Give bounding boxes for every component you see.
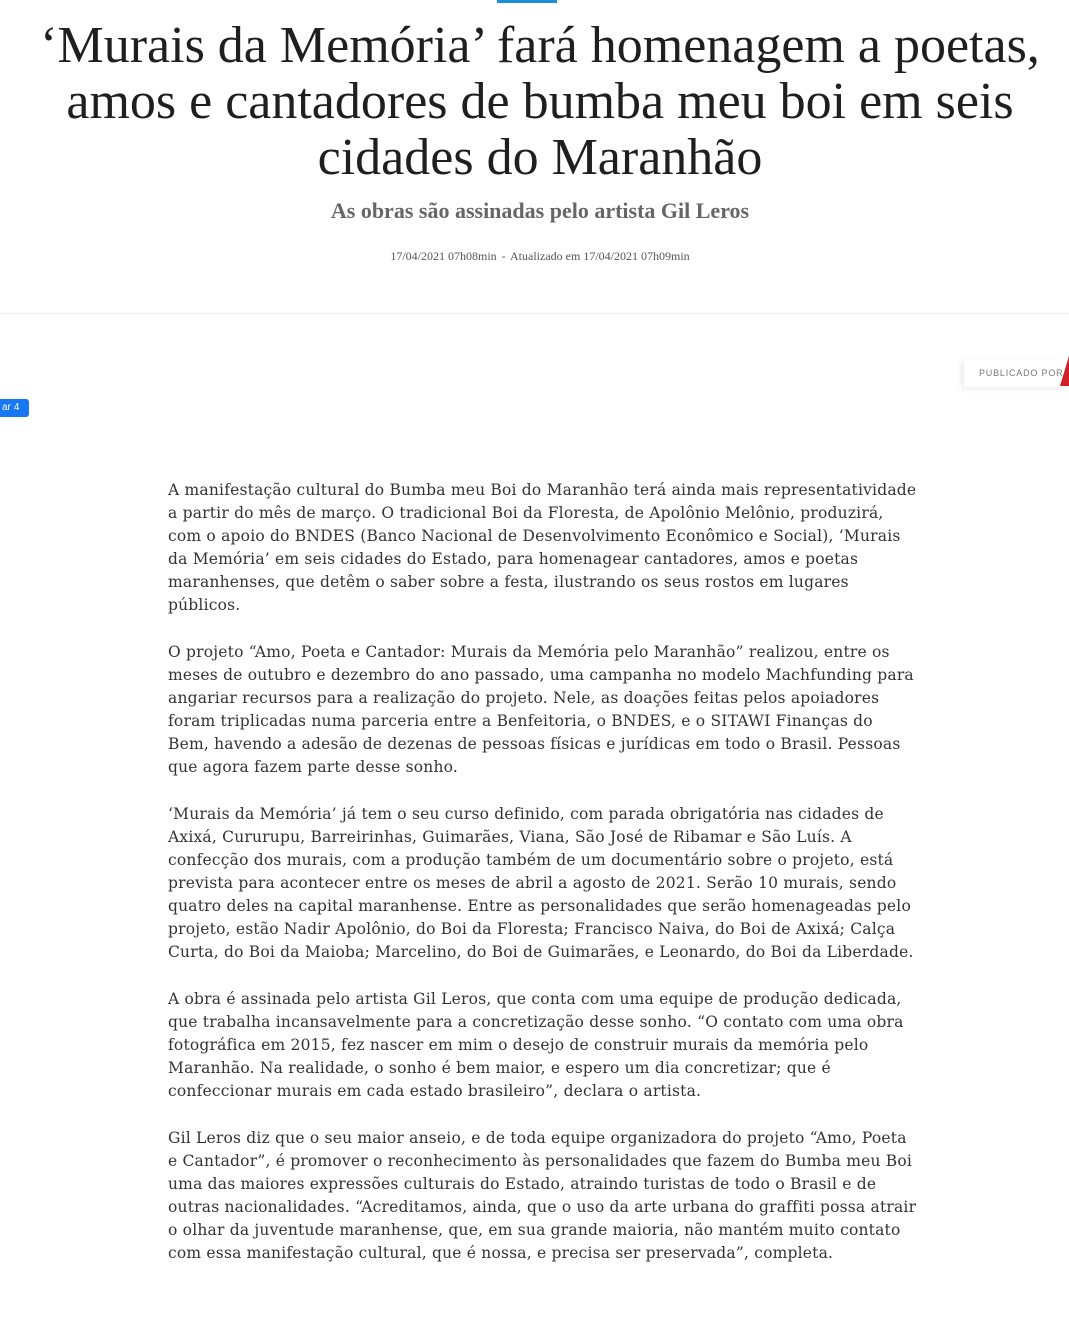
share-count: 4 [13, 402, 20, 413]
date-separator: - [501, 249, 506, 263]
header-divider [0, 313, 1069, 314]
published-by-label: PUBLICADO POR [979, 368, 1064, 378]
article-paragraph: O projeto “Amo, Poeta e Cantador: Murais da Memória pelo Maranhão” realizou, entre os meses de outubro e dezembro do ano passado, uma campanha no modelo Machfunding para angariar recursos para a realização do projeto. Nele, as doações feitas pelos apoiadores foram triplicadas numa parceria entre a Benfeitoria, o BNDES, e o SITAWI Finanças do Bem, havendo a adesão de dezenas de pessoas físicas e jurídicas em todo o Brasil. Pessoas que agora fazem parte desse sonho. [168, 643, 914, 776]
article-paragraph: A obra é assinada pelo artista Gil Leros, que conta com uma equipe de produção dedicada, que trabalha incansavelmente para a concretização desse sonho. “O contato com uma obra fotográfica em 2015, fez nascer em mim o desejo de construir murais da memória pelo Maranhão. Na realidade, o sonho é bem maior, e espero um dia concretizar; que é confeccionar murais em cada estado brasileiro”, declara o artista. [168, 990, 904, 1100]
publisher-logo-icon[interactable] [1060, 356, 1069, 386]
article-body [168, 479, 918, 1289]
published-date: 17/04/2021 07h08min [390, 249, 497, 263]
share-button-label: ar [2, 402, 11, 413]
article-headline: ‘Murais da Memória’ fará homenagem a poetas, amos e cantadores de bumba meu boi em seis cidades do Maranhão [40, 17, 1040, 186]
article-dateline [20, 247, 1060, 265]
article-paragraph: ‘Murais da Memória’ já tem o seu curso definido, com parada obrigatória nas cidades de Axixá, Cururupu, Barreirinhas, Guimarães, Viana, São José de Ribamar e São Luís. A confecção dos murais, com a produção também de um documentário sobre o projeto, está prevista para acontecer entre os meses de abril a agosto de 2021. Serão 10 murais, sendo quatro deles na capital maranhense. Entre as personalidades que serão homenageadas pelo projeto, estão Nadir Apolônio, do Boi da Floresta; Francisco Naiva, do Boi de Axixá; Calça Curta, do Boi da Maioba; Marcelino, do Boi de Guimarães, e Leonardo, do Boi da Liberdade. [168, 805, 914, 961]
top-accent-bar [497, 0, 557, 3]
published-by-badge[interactable] [964, 359, 1069, 387]
article-paragraph: Gil Leros diz que o seu maior anseio, e de toda equipe organizadora do projeto “Amo, Poeta e Cantador”, é promover o reconhecimento às personalidades que fazem do Bumba meu Boi uma das maiores expressões culturais do Estado, atraindo turistas de todo o Brasil e de outras nacionalidades. “Acreditamos, ainda, que o uso da arte urbana do graffiti possa atrair o olhar da juventude maranhense, que, em sua grande maioria, não mantém muito contato com essa manifestação cultural, que é nossa, e precisa ser preservada”, completa. [168, 1129, 917, 1262]
facebook-share-button[interactable] [0, 399, 29, 417]
updated-date: Atualizado em 17/04/2021 07h09min [510, 249, 690, 263]
article-paragraph: A manifestação cultural do Bumba meu Boi do Maranhão terá ainda mais representatividade a partir do mês de março. O tradicional Boi da Floresta, de Apolônio Melônio, produzirá, com o apoio do BNDES (Banco Nacional de Desenvolvimento Econômico e Social), ‘Murais da Memória’ em seis cidades do Estado, para homenagear cantadores, amos e poetas maranhenses, que detêm o saber sobre a festa, ilustrando os seus rostos em lugares públicos. [168, 481, 917, 614]
article-subtitle: As obras são assinadas pelo artista Gil Leros [330, 198, 750, 223]
